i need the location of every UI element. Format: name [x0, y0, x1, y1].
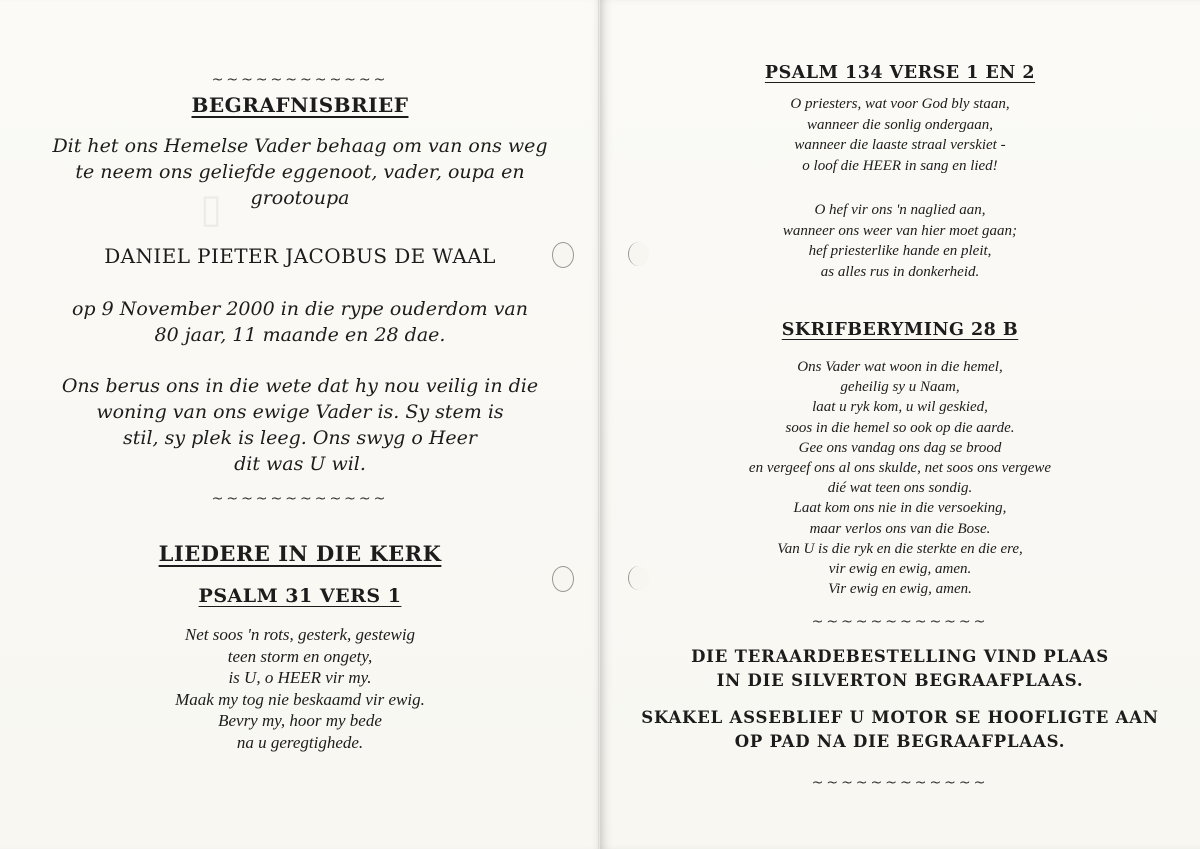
intro-paragraph	[0, 133, 600, 211]
psalm-31-title: PSALM 31 VERS 1	[198, 585, 402, 607]
verse-line: wanneer die laaste straal verskiet -	[794, 137, 1006, 153]
lords-prayer	[600, 357, 1200, 599]
notice-line: DIE TERAARDEBESTELLING VIND PLAAS	[691, 647, 1109, 666]
psalm-134-stanza-1	[600, 94, 1200, 176]
comfort-line: Ons berus ons in die wete dat hy nou veilig in die	[61, 375, 539, 397]
comfort-line: stil, sy plek is leeg. Ons swyg o Heer	[122, 427, 478, 449]
verse-line: is U, o HEER vir my.	[228, 668, 372, 687]
prayer-line: geheilig sy u Naam,	[840, 379, 960, 396]
verse-line: O hef vir ons 'n naglied aan,	[814, 202, 986, 218]
binder-hole-icon	[552, 242, 574, 268]
headlights-notice	[600, 706, 1200, 754]
comfort-line: woning van ons ewige Vader is. Sy stem is	[96, 401, 504, 423]
divider-mid: ~~~~~~~~~~~~	[211, 491, 389, 507]
verse-line: Bevry my, hoor my bede	[218, 711, 382, 730]
verse-line: wanneer die sonlig ondergaan,	[806, 116, 994, 133]
verse-line: O priesters, wat voor God bly staan,	[790, 96, 1010, 112]
prayer-line: maar verlos ons van die Bose.	[809, 520, 991, 537]
verse-line: hef priesterlike hande en pleit,	[808, 243, 992, 259]
verse-line: o loof die HEER in sang en lied!	[802, 157, 998, 174]
prayer-line: soos in die hemel so ook op die aarde.	[785, 419, 1015, 436]
right-page	[600, 0, 1200, 849]
deceased-name: DANIEL PIETER JACOBUS DE WAAL	[104, 244, 496, 268]
divider-mid: ~~~~~~~~~~~~	[811, 614, 989, 630]
prayer-line: Ons Vader wat woon in die hemel,	[797, 359, 1003, 375]
prayer-line: dié wat teen ons sondig.	[827, 480, 973, 497]
verse-line: wanneer ons weer van hier moet gaan;	[782, 222, 1018, 239]
date-paragraph	[0, 296, 600, 348]
psalm-134-title: PSALM 134 VERSE 1 EN 2	[764, 63, 1036, 83]
prayer-line: vir ewig en ewig, amen.	[828, 561, 972, 578]
prayer-line: laat u ryk kom, u wil geskied,	[812, 399, 988, 416]
intro-line: te neem ons geliefde eggenoot, vader, oupa en	[75, 161, 525, 183]
comfort-line: dit was U wil.	[234, 453, 366, 475]
church-songs-title: LIEDERE IN DIE KERK	[158, 541, 442, 566]
psalm-31-verse	[0, 624, 600, 753]
burial-notice	[600, 645, 1200, 693]
verse-line: teen storm en ongety,	[227, 646, 373, 666]
verse-line: Maak my tog nie beskaamd vir ewig.	[175, 689, 425, 709]
date-line: 80 jaar, 11 maande en 28 dae.	[154, 324, 446, 346]
verse-line: as alles rus in donkerheid.	[820, 263, 980, 280]
notice-line: OP PAD NA DIE BEGRAAFPLAAS.	[734, 732, 1066, 751]
divider-top: ~~~~~~~~~~~~	[211, 72, 389, 88]
notice-line: SKAKEL ASSEBLIEF U MOTOR SE HOOFLIGTE AAN	[641, 708, 1159, 727]
prayer-line: Gee ons vandag ons dag se brood	[798, 439, 1002, 456]
comfort-paragraph	[0, 373, 600, 477]
binder-hole-icon	[552, 566, 574, 592]
prayer-line: Van U is die ryk en die sterkte en die ere,	[777, 540, 1023, 557]
intro-line: Dit het ons Hemelse Vader behaag om van ons weg	[52, 135, 548, 157]
prayer-line: Laat kom ons nie in die versoeking,	[793, 500, 1007, 517]
psalm-134-stanza-2	[600, 200, 1200, 282]
page-title: BEGRAFNISBRIEF	[191, 93, 409, 117]
scripture-title: SKRIFBERYMING 28 B	[781, 320, 1019, 340]
verse-line: na u geregtighede.	[236, 732, 364, 752]
prayer-line: Vir ewig en ewig, amen.	[828, 581, 972, 598]
notice-line: IN DIE SILVERTON BEGRAAFPLAAS.	[716, 671, 1084, 690]
verse-line: Net soos 'n rots, gesterk, gestewig	[184, 625, 416, 644]
bleed-through-text: ▯	[200, 186, 223, 231]
date-line: op 9 November 2000 in die rype ouderdom van	[71, 298, 528, 320]
divider-bottom: ~~~~~~~~~~~~	[811, 775, 989, 791]
prayer-line: en vergeef ons al ons skulde, net soos ons vergewe	[748, 460, 1052, 477]
intro-line: grootoupa	[250, 187, 350, 209]
